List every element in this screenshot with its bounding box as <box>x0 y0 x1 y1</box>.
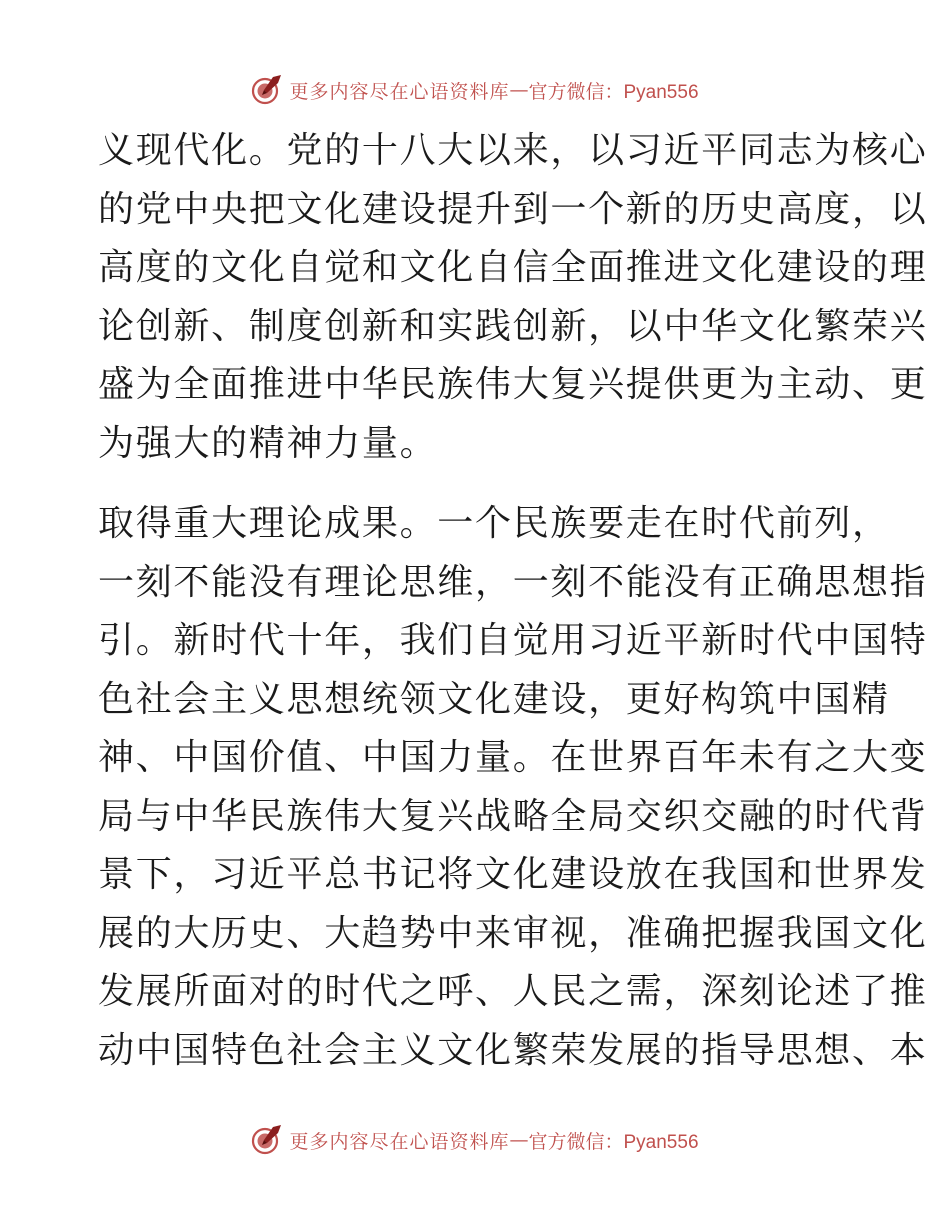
footer-banner-contact: 官方微信：Pyan556 <box>528 1131 699 1153</box>
quill-pen-seal-icon <box>251 1124 283 1156</box>
text-line: 景下，习近平总书记将文化建设放在我国和世界发 <box>98 854 928 895</box>
paragraph-1 <box>98 122 928 473</box>
text-line: 义现代化。党的十八大以来，以习近平同志为核心 <box>98 130 928 171</box>
header-banner-separator: — <box>509 79 529 101</box>
document-body <box>98 122 928 1080</box>
page-header-banner <box>0 70 950 110</box>
header-banner-contact: 官方微信：Pyan556 <box>528 81 699 103</box>
header-banner-text: 更多内容尽在心语资料库 <box>289 80 510 103</box>
text-line: 论创新、制度创新和实践创新，以中华文化繁荣兴 <box>98 305 928 347</box>
paragraph-2 <box>98 495 928 1080</box>
text-line: 取得重大理论成果。一个民族要走在时代前列， <box>98 503 890 544</box>
text-line: 动中国特色社会主义文化繁荣发展的指导思想、本 <box>98 1029 928 1071</box>
text-line: 局与中华民族伟大复兴战略全局交织交融的时代背 <box>98 795 928 837</box>
footer-banner-separator: — <box>509 1129 529 1151</box>
text-line: 高度的文化自觉和文化自信全面推进文化建设的理 <box>98 247 928 288</box>
page-footer-banner <box>0 1120 950 1160</box>
text-line: 发展所面对的时代之呼、人民之需，深刻论述了推 <box>98 971 928 1012</box>
text-line: 色社会主义思想统领文化建设，更好构筑中国精 <box>98 678 890 720</box>
text-line: 的党中央把文化建设提升到一个新的历史高度，以 <box>98 188 928 230</box>
text-line: 展的大历史、大趋势中来审视，准确把握我国文化 <box>98 912 928 954</box>
text-line: 盛为全面推进中华民族伟大复兴提供更为主动、更 <box>98 364 928 405</box>
quill-pen-seal-icon <box>251 74 283 106</box>
text-line: 为强大的精神力量。 <box>98 422 438 464</box>
footer-banner-text: 更多内容尽在心语资料库 <box>289 1130 510 1153</box>
text-line: 神、中国价值、中国力量。在世界百年未有之大变 <box>98 737 928 778</box>
text-line: 一刻不能没有理论思维，一刻不能没有正确思想指 <box>98 561 928 603</box>
text-line: 引。新时代十年，我们自觉用习近平新时代中国特 <box>98 620 928 661</box>
